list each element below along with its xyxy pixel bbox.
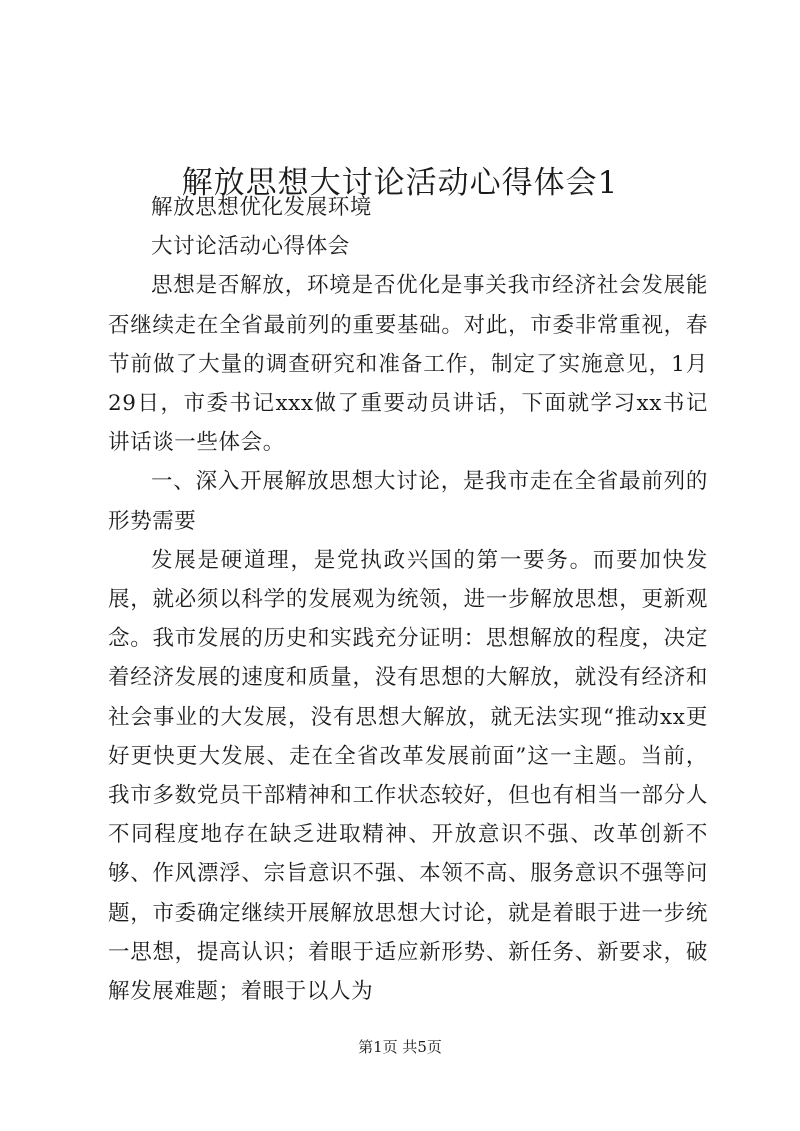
intro-paragraph: 思想是否解放，环境是否优化是事关我市经济社会发展能否继续走在全省最前列的重要基础。对此，市委非常重视，春节前做了大量的调查研究和准备工作，制定了实施意见，1月29日，市委书记xxx做了重要动员讲话，下面就学习xx书记讲话谈一些体会。 [108, 273, 708, 456]
subtitle-line-2: 大讨论活动心得体会 [151, 234, 350, 260]
document-title: 解放思想大讨论活动心得体会1 [181, 164, 619, 201]
section-heading-1: 一、深入开展解放思想大讨论，是我市走在全省最前列的形势需要 [108, 469, 708, 534]
page-number-footer: 第1页 共5页 [358, 1038, 442, 1056]
body-paragraph: 发展是硬道理，是党执政兴国的第一要务。而要加快发展，就必须以科学的发展观为统领，进一步解放思想，更新观念。我市发展的历史和实践充分证明：思想解放的程度，决定着经济发展的速度和质量，没有思想的大解放，就没有经济和社会事业的大发展，没有思想大解放，就无法实现“推动xx更好更快更大发展、走在全省改革发展前面”这一主题。当前，我市多数党员干部精神和工作状态较好，但也有相当一部分人不同程度地存在缺乏进取精神、开放意识不强、改革创新不够、作风漂浮、宗旨意识不强、本领不高、服务意识不强等问题，市委确定继续开展解放思想大讨论，就是着眼于进一步统一思想，提高认识；着眼于适应新形势、新任务、新要求，破解发展难题；着眼于以人为 [108, 547, 708, 1005]
document-body [108, 188, 708, 1011]
subtitle-line-1: 解放思想优化发展环境 [151, 195, 373, 220]
